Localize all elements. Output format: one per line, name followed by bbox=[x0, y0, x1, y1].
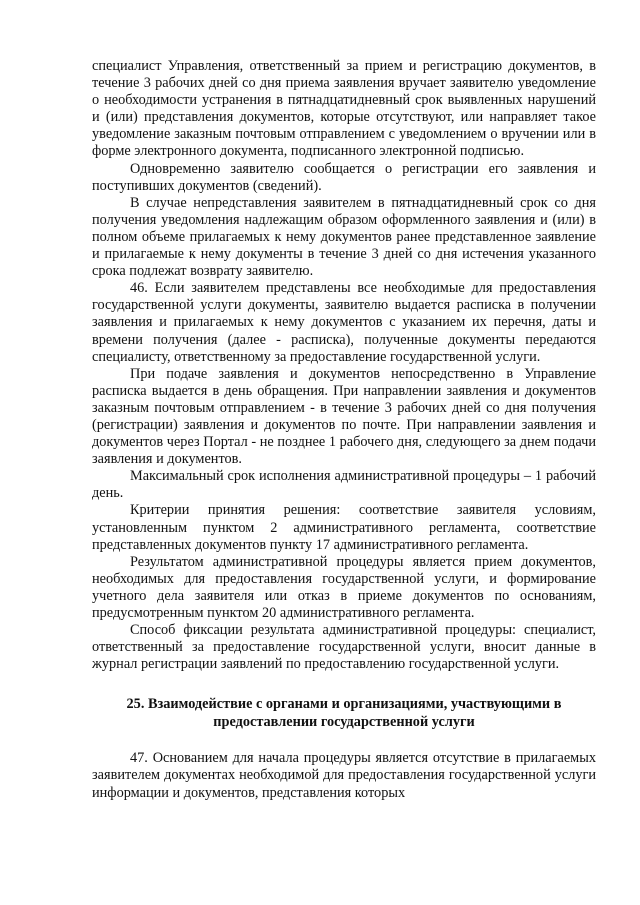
document-page bbox=[92, 58, 596, 802]
paragraph-return-documents: В случае непредставления заявителем в пятнадцатидневный срок со дня получения уведомления надлежащим образом оформленного заявления и (или) в полном объеме прилагаемых к нему документов ранее представленное заявление и прилагаемые к нему документы в течение 3 дней со дня истечения указанного срока подлежат возврату заявителю. bbox=[92, 194, 596, 280]
paragraph-notification: специалист Управления, ответственный за прием и регистрацию документов, в течение 3 рабочих дней со дня приема заявления вручает заявителю уведомление о необходимости устранения в пятнадцатидневный срок выявленных нарушений и (или) представления документов, которые отсутствуют, или направляет такое уведомление заказным почтовым отправлением с уведомлением о вручении или в форме электронного документа, подписанного электронной подписью. bbox=[92, 58, 596, 160]
paragraph-procedure-result: Результатом административной процедуры является прием документов, необходимых для предоставления государственной услуги, и формирование учетного дела заявителя или отказ в приеме документов по основаниям, предусмотренным пунктом 20 административного регламента. bbox=[92, 553, 596, 621]
section-heading-25: 25. Взаимодействие с органами и организациями, участвующими в предоставлении государственной услуги bbox=[126, 696, 562, 730]
paragraph-46-receipt: 46. Если заявителем представлены все необходимые для предоставления государственной услуги документы, заявителю выдается расписка в получении заявления и прилагаемых к нему документов с указанием их перечня, даты и времени получения (далее - расписка), полученные документы передаются специалисту, ответственному за предоставление государственной услуги. bbox=[92, 280, 596, 365]
paragraph-47-basis: 47. Основанием для начала процедуры является отсутствие в прилагаемых заявителем документах необходимой для предоставления государственной услуги информации и документов, представления которых bbox=[92, 750, 596, 801]
paragraph-receipt-issuance: При подаче заявления и документов непосредственно в Управление расписка выдается в день обращения. При направлении заявления и документов заказным почтовым отправлением - в течение 3 рабочих дней со дня получения (регистрации) заявления и документов по почте. При направлении заявления и документов через Портал - не позднее 1 рабочего дня, следующего за днем подачи заявления и документов. bbox=[92, 365, 596, 468]
paragraph-max-duration: Максимальный срок исполнения административной процедуры – 1 рабочий день. bbox=[92, 468, 596, 502]
paragraph-decision-criteria: Критерии принятия решения: соответствие заявителя условиям, установленным пунктом 2 административного регламента, соответствие представленных документов пункту 17 административного регламента. bbox=[92, 502, 596, 553]
paragraph-registration-notice: Одновременно заявителю сообщается о регистрации его заявления и поступивших документов (сведений). bbox=[92, 160, 596, 194]
paragraph-result-recording: Способ фиксации результата административной процедуры: специалист, ответственный за предоставление государственной услуги, вносит данные в журнал регистрации заявлений по предоставлению государственной услуги. bbox=[92, 622, 596, 673]
